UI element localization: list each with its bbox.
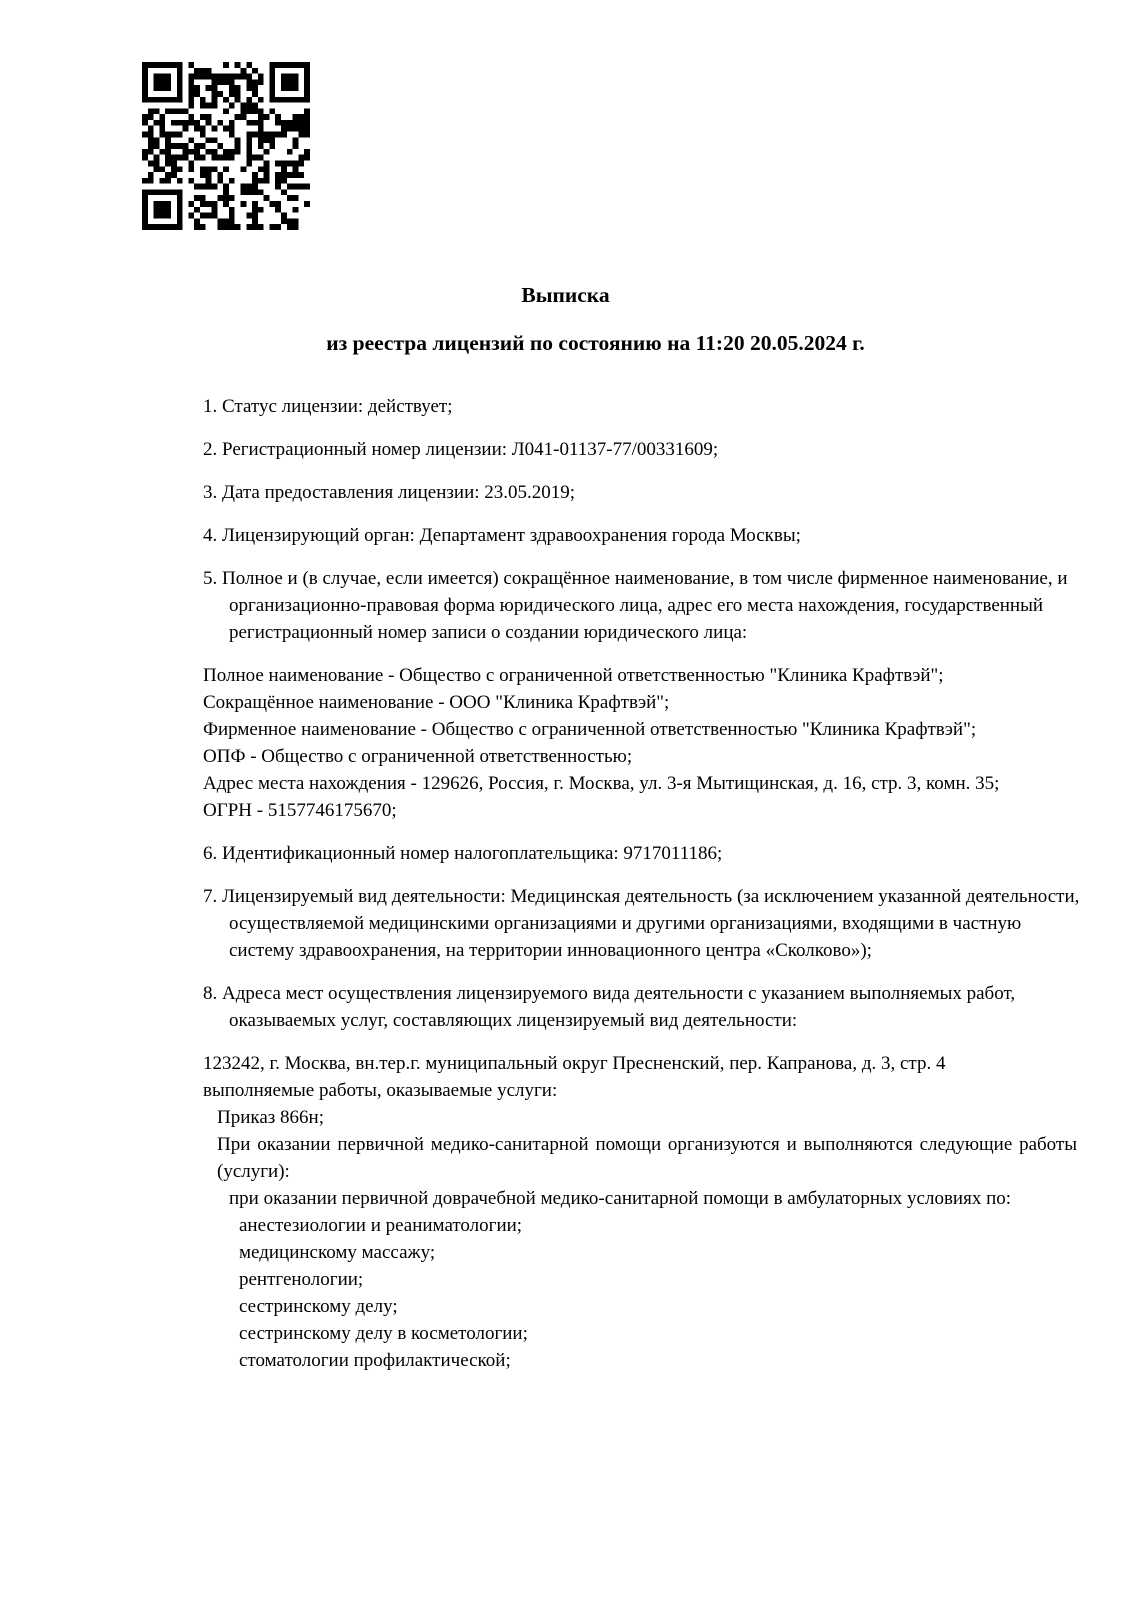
service-item: сестринскому делу; <box>239 1296 398 1317</box>
org-full-name: Полное наименование - Общество с ограниченной ответственностью "Клиника Крафтвэй"; <box>203 665 944 686</box>
works-label: выполняемые работы, оказываемые услуги: <box>203 1080 558 1101</box>
item-issue-date: 3. Дата предоставления лицензии: 23.05.2019; <box>203 482 576 503</box>
item-registration-number: 2. Регистрационный номер лицензии: Л041-01137-77/00331609; <box>203 439 719 460</box>
order-reference: Приказ 866н; <box>217 1107 324 1128</box>
service-item: стоматологии профилактической; <box>239 1350 511 1371</box>
qr-code-graphic <box>142 62 310 230</box>
org-address: Адрес места нахождения - 129626, Россия, г. Москва, ул. 3-я Мытищинская, д. 16, стр. 3, комн. 35; <box>203 773 1000 794</box>
org-short-name: Сокращённое наименование - ООО "Клиника Крафтвэй"; <box>203 692 670 713</box>
item-activity-addresses: 8. Адреса мест осуществления лицензируемого вида деятельности с указанием выполняемых работ, оказываемых услуг, составляющих лицензируемый вид деятельности: <box>203 983 1016 1031</box>
service-item: медицинскому массажу; <box>239 1242 436 1263</box>
pre-doctor-care-text: при оказании первичной доврачебной медико-санитарной помощи в амбулаторных условиях по: <box>229 1188 1012 1209</box>
document-body <box>203 393 1083 1374</box>
item-inn: 6. Идентификационный номер налогоплательщика: 9717011186; <box>203 843 723 864</box>
item-license-status: 1. Статус лицензии: действует; <box>203 396 453 417</box>
org-ogrn: ОГРН - 5157746175670; <box>203 800 397 821</box>
activity-details <box>203 1050 1083 1374</box>
organization-details <box>203 662 1083 824</box>
service-item: анестезиологии и реаниматологии; <box>239 1215 523 1236</box>
item-organization-heading: 5. Полное и (в случае, если имеется) сокращённое наименование, в том числе фирменное наименование, и организационно-правовая форма юридического лица, адрес его места нахождения, государственный регистрационный номер записи о создании юридического лица: <box>203 568 1068 643</box>
item-licensing-authority: 4. Лицензирующий орган: Департамент здравоохранения города Москвы; <box>203 525 801 546</box>
org-brand-name: Фирменное наименование - Общество с ограниченной ответственностью "Клиника Крафтвэй"; <box>203 719 977 740</box>
activity-address: 123242, г. Москва, вн.тер.г. муниципальный округ Пресненский, пер. Капранова, д. 3, стр. 4 <box>203 1053 946 1074</box>
primary-care-text: При оказании первичной медико-санитарной помощи организуются и выполняются следующие работы (услуги): <box>217 1134 1077 1182</box>
service-item: рентгенологии; <box>239 1269 364 1290</box>
org-opf: ОПФ - Общество с ограниченной ответственностью; <box>203 746 633 767</box>
service-item: сестринскому делу в косметологии; <box>239 1323 528 1344</box>
document-title: Выписка <box>521 283 610 307</box>
document-subtitle: из реестра лицензий по состоянию на 11:20 20.05.2024 г. <box>326 331 865 355</box>
qr-code <box>142 62 310 230</box>
item-activity-type: 7. Лицензируемый вид деятельности: Медицинская деятельность (за исключением указанной деятельности, осуществляемой медицинскими организациями и другими организациями, входящими в частную систему здравоохранения, на территории инновационного центра «Сколково»); <box>203 886 1080 961</box>
